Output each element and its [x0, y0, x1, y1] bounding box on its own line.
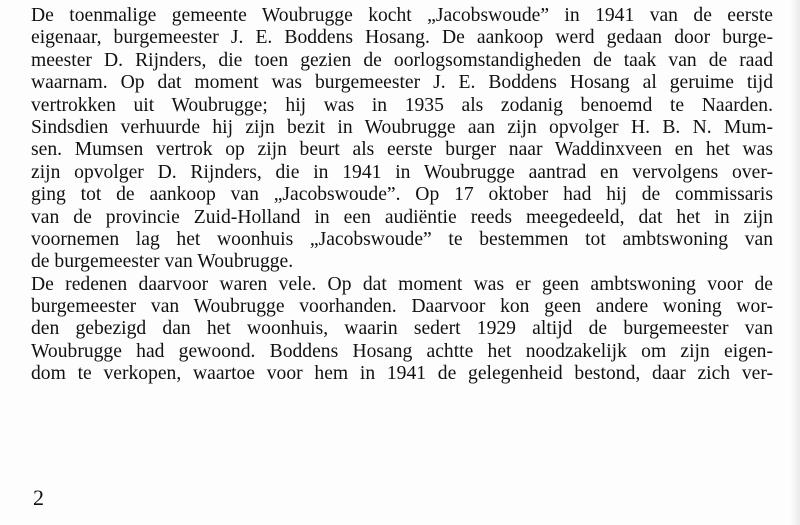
text-line: den gebezigd dan het woonhuis, waarin sedert 1929 altijd de burgemeester van — [31, 318, 773, 340]
text-line: dom te verkopen, waartoe voor hem in 1941 de gelegenheid bestond, daar zich ver- — [31, 363, 773, 385]
text-line: zijn opvolger D. Rijnders, die in 1941 in Woubrugge aantrad en vervolgens over- — [31, 161, 773, 183]
text-line: waarnam. Op dat moment was burgemeester J. E. Boddens Hosang al geruime tijd — [31, 72, 773, 94]
text-line: vertrokken uit Woubrugge; hij was in 1935 als zodanig benoemd te Naarden. — [31, 94, 773, 116]
body-text — [31, 5, 773, 386]
text-line: van de provincie Zuid-Holland in een audiëntie reeds meegedeeld, dat het in zijn — [31, 206, 773, 228]
text-line: meester D. Rijnders, die toen gezien de oorlogsomstandigheden de taak van de raad — [31, 49, 773, 71]
text-line: Sindsdien verhuurde hij zijn bezit in Woubrugge aan zijn opvolger H. B. N. Mum- — [31, 116, 773, 138]
text-line: voornemen lag het woonhuis „Jacobswoude” te bestemmen tot ambtswoning van — [31, 228, 773, 250]
text-line: de burgemeester van Woubrugge. — [31, 251, 294, 273]
text-line: De toenmalige gemeente Woubrugge kocht „Jacobswoude” in 1941 van de eerste — [31, 5, 773, 26]
text-line: burgemeester van Woubrugge voorhanden. Daarvoor kon geen andere woning wor- — [31, 296, 773, 318]
text-line: ging tot de aankoop van „Jacobswoude”. Op 17 oktober had hij de commissaris — [31, 184, 773, 206]
text-line: Woubrugge had gewoond. Boddens Hosang achtte het noodzakelijk om zijn eigen- — [31, 340, 773, 362]
text-line: eigenaar, burgemeester J. E. Boddens Hosang. De aankoop werd gedaan door burge- — [31, 27, 773, 49]
page-number: 2 — [33, 485, 44, 510]
text-line: De redenen daarvoor waren vele. Op dat moment was er geen ambtswoning voor de — [31, 273, 773, 295]
scan-edge — [790, 0, 800, 525]
text-line: sen. Mumsen vertrok op zijn beurt als eerste burger naar Waddinxveen en het was — [31, 139, 773, 161]
